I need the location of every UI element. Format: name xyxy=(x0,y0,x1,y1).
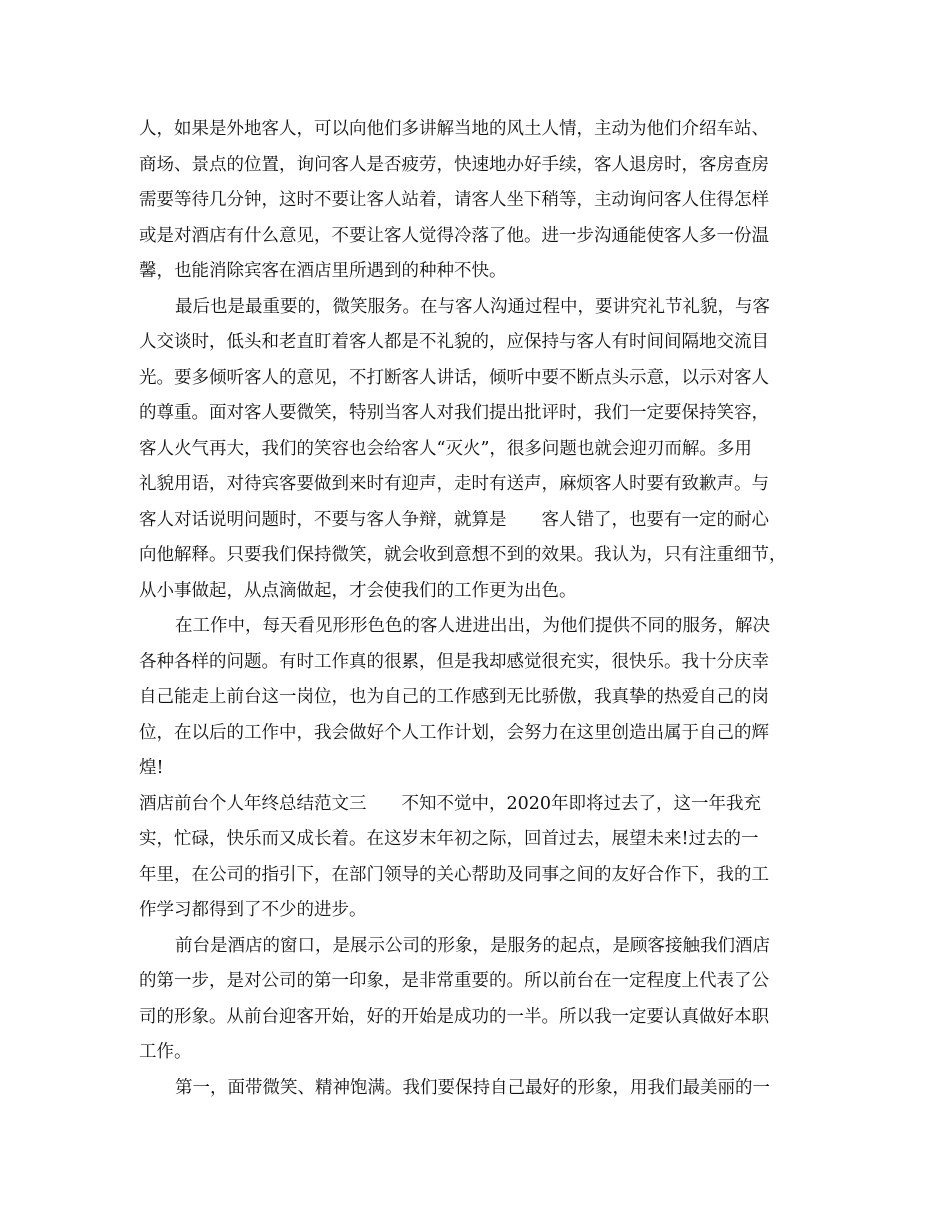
text-line: 从小事做起，从点滴做起，才会使我们的工作更为出色。 xyxy=(139,580,577,601)
text-line: 馨，也能消除宾客在酒店里所遇到的种种不快。 xyxy=(139,261,507,281)
text-line: 作学习都得到了不少的进步。 xyxy=(139,900,367,920)
text-line: 的第一步，是对公司的第一印象，是非常重要的。所以前台在一定程度上代表了公 xyxy=(139,971,769,991)
text-line: 需要等待几分钟，这时不要让客人站着，请客人坐下稍等，主动询问客人住得怎样 xyxy=(139,190,769,210)
paragraph-first-line: 在工作中，每天看见形形色色的客人进进出出，为他们提供不同的服务，解决 xyxy=(175,616,770,636)
text-line: 人，如果是外地客人，可以向他们多讲解当地的风土人情，主动为他们介绍车站、 xyxy=(139,119,769,139)
text-line: 煌! xyxy=(139,758,164,778)
document-page xyxy=(139,112,819,1106)
text-line: 客人火气再大，我们的笑容也会给客人“灭火”，很多问题也就会迎刃而解。多用 xyxy=(139,438,752,459)
text-line: 工作。 xyxy=(139,1042,192,1062)
text-line: 向他解释。只要我们保持微笑，就会收到意想不到的效果。我认为，只有注重细节， xyxy=(139,545,787,565)
text-line: 年里，在公司的指引下，在部门领导的关心帮助及同事之间的友好合作下，我的工 xyxy=(139,864,769,885)
text-line: 位，在以后的工作中，我会做好个人工作计划，会努力在这里创造出属于自己的辉 xyxy=(139,722,769,743)
text-line: 商场、景点的位置，询问客人是否疲劳，快速地办好手续，客人退房时，客房查房 xyxy=(139,154,769,175)
text-line: 礼貌用语，对待宾客要做到来时有迎声，走时有送声，麻烦客人时要有致歉声。与 xyxy=(139,474,769,494)
text-line: 各种各样的问题。有时工作真的很累，但是我却感觉很充实，很快乐。我十分庆幸 xyxy=(139,651,769,672)
paragraph-first-line: 前台是酒店的窗口，是展示公司的形象，是服务的起点，是顾客接触我们酒店 xyxy=(175,935,770,956)
paragraph-first-line: 最后也是最重要的，微笑服务。在与客人沟通过程中，要讲究礼节礼貌，与客 xyxy=(175,296,770,317)
text-line: 人交谈时，低头和老直盯着客人都是不礼貌的，应保持与客人有时间间隔地交流目 xyxy=(139,332,769,352)
section-heading-line: 酒店前台个人年终总结范文三 不知不觉中，2020年即将过去了，这一年我充 xyxy=(139,793,762,814)
text-line: 的尊重。面对客人要微笑，特别当客人对我们提出批评时，我们一定要保持笑容， xyxy=(139,403,769,423)
paragraph-first-line: 第一，面带微笑、精神饱满。我们要保持自己最好的形象，用我们最美丽的一 xyxy=(175,1077,770,1098)
text-line: 自己能走上前台这一岗位，也为自己的工作感到无比骄傲，我真挚的热爱自己的岗 xyxy=(139,687,769,707)
text-line: 实，忙碌，快乐而又成长着。在这岁末年初之际，回首过去，展望未来!过去的一 xyxy=(139,829,759,849)
text-line: 光。要多倾听客人的意见，不打断客人讲话，倾听中要不断点头示意，以示对客人 xyxy=(139,367,769,388)
text-line: 或是对酒店有什么意见，不要让客人觉得冷落了他。进一步沟通能使客人多一份温 xyxy=(139,225,769,246)
text-line: 客人对话说明问题时，不要与客人争辩，就算是 客人错了，也要有一定的耐心 xyxy=(139,509,769,530)
text-line: 司的形象。从前台迎客开始，好的开始是成功的一半。所以我一定要认真做好本职 xyxy=(139,1006,769,1027)
